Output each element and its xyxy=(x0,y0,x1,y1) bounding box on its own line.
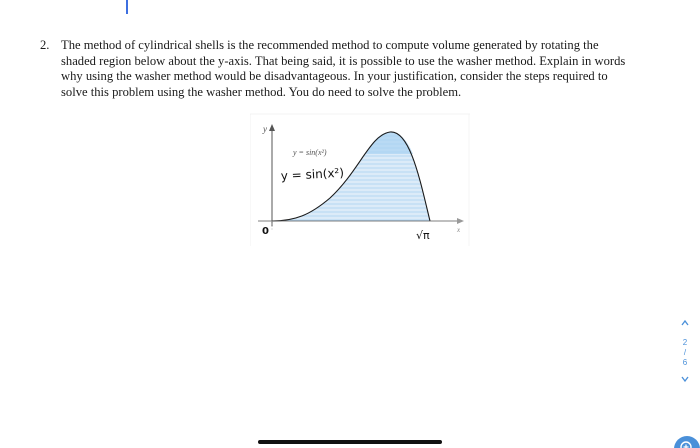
zoom-in-icon[interactable] xyxy=(674,436,700,448)
problem-line: shaded region below about the y-axis. That being said, it is possible to use the washer method. Explain in words xyxy=(61,53,626,68)
y-axis-label: y xyxy=(263,124,267,134)
problem-line: why using the washer method would be disadvantageous. In your justification, consider the steps required to xyxy=(61,69,608,83)
problem-text xyxy=(61,38,655,100)
problem-line: The method of cylindrical shells is the recommended method to compute volume generated by rotating the xyxy=(61,38,599,52)
x-axis-label: x xyxy=(457,226,461,234)
page-separator: / xyxy=(683,348,687,357)
chevron-up-icon[interactable] xyxy=(680,318,690,328)
current-page: 2 xyxy=(682,338,688,347)
handwritten-curve-label: y = sin(x²) xyxy=(280,165,345,183)
chevron-down-icon[interactable] xyxy=(680,374,690,384)
text-cursor xyxy=(126,0,128,14)
zoom-button[interactable] xyxy=(674,436,700,448)
y-axis-arrow xyxy=(269,124,275,131)
region-figure xyxy=(250,110,470,250)
root-label: √π xyxy=(416,229,430,242)
problem-line: solve this problem using the washer method. You do need to solve the problem. xyxy=(61,84,462,99)
total-pages: 6 xyxy=(682,358,688,367)
home-indicator[interactable] xyxy=(258,440,442,444)
printed-curve-label: y = sin(x²) xyxy=(293,148,327,157)
origin-label: 0 xyxy=(262,226,269,237)
figure-graph xyxy=(250,110,470,250)
problem-number: 2. xyxy=(40,38,50,52)
x-axis-arrow xyxy=(457,218,464,224)
page-indicator[interactable] xyxy=(676,318,694,388)
